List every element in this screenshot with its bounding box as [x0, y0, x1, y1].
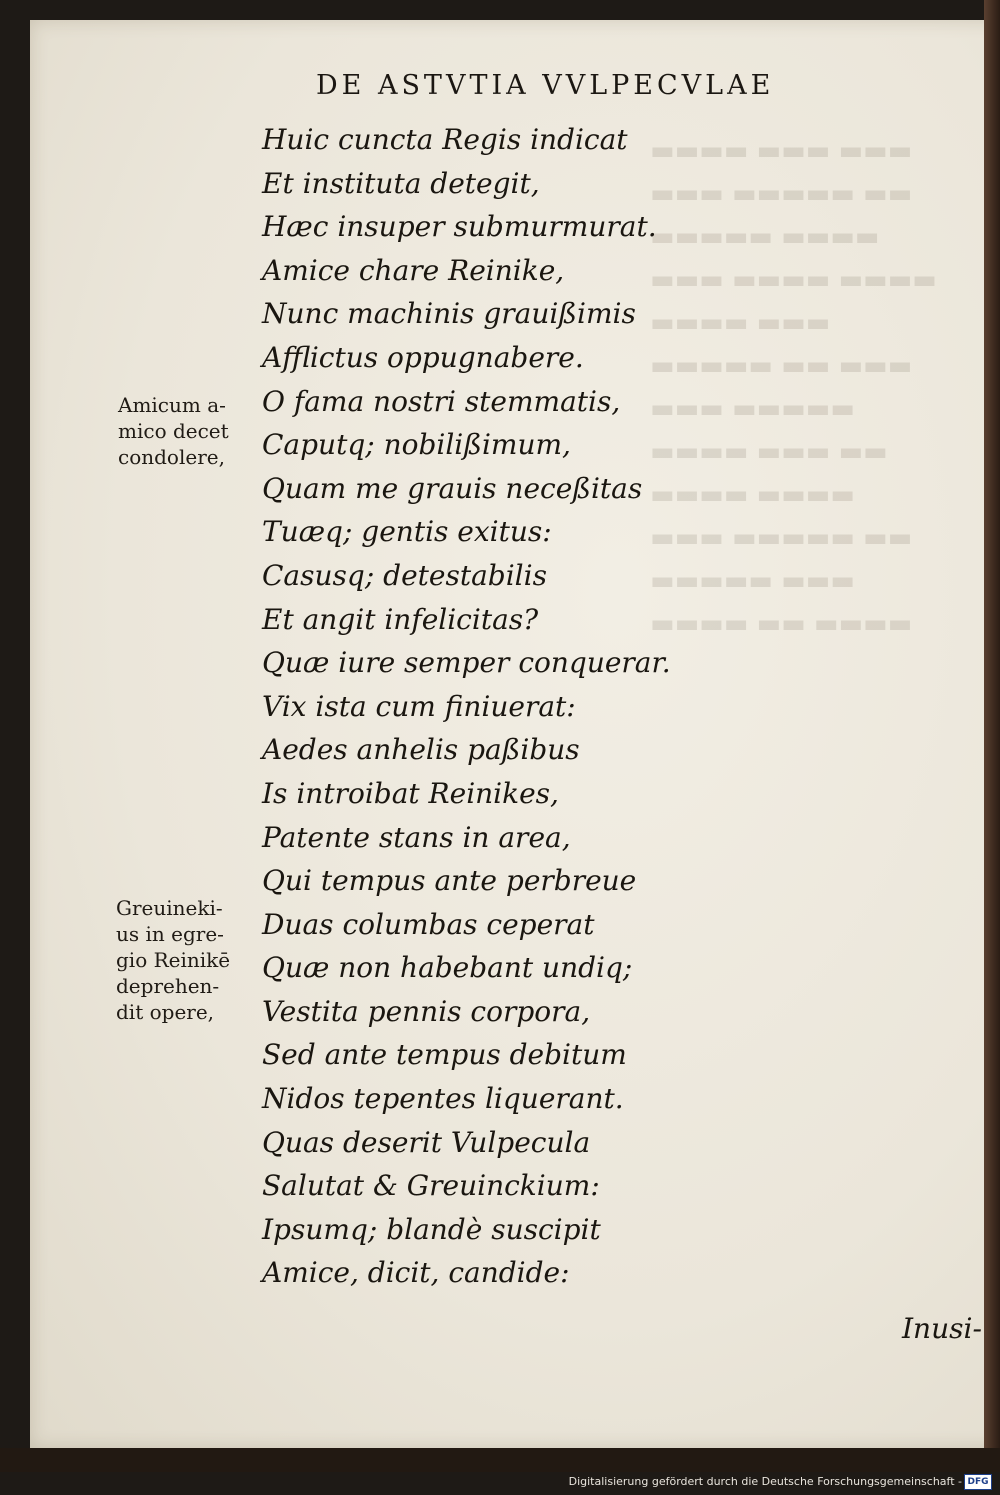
- verse-line: O fama nostri stemmatis,: [262, 384, 621, 418]
- marginal-note: [116, 895, 230, 1025]
- verse-line: Patente stans in area,: [262, 820, 571, 854]
- verse-line: Quam me grauis neceßitas: [262, 471, 643, 505]
- verse-line: Et instituta detegit,: [262, 166, 540, 200]
- verse-line: Tuæq; gentis exitus:: [262, 515, 552, 549]
- marginal-note-line: deprehen-: [116, 974, 220, 998]
- marginal-note-line: gio Reinikē: [116, 948, 231, 972]
- bleed-through-text: ▬▬▬▬ ▬▬▬ ▬▬▬ ▬▬▬ ▬▬▬▬▬ ▬▬ ▬▬▬▬▬ ▬▬▬▬ ▬▬▬ ▬▬▬▬ ▬▬▬▬ ▬▬▬▬ ▬▬▬ ▬▬▬▬▬ ▬▬ ▬▬▬ ▬▬▬ ▬▬▬▬▬ ▬▬▬▬ ▬▬▬ ▬▬ ▬▬▬▬ ▬▬▬▬ ▬▬▬ ▬▬▬▬▬ ▬▬ ▬▬▬▬▬ ▬▬▬ ▬▬▬▬ ▬▬ ▬▬▬▬: [650, 136, 937, 639]
- verse-line: Hæc insuper submurmurat.: [262, 210, 657, 244]
- verse-line: Salutat & Greuinckium:: [262, 1169, 600, 1203]
- scan-bottom-border: [0, 1448, 1000, 1472]
- digitization-credit: Digitalisierung gefördert durch die Deutsche Forschungsgemeinschaft -: [568, 1475, 962, 1488]
- verse-line: Huic cuncta Regis indicat: [262, 123, 628, 156]
- page-gutter-edge: [984, 0, 1000, 1460]
- verse-line: Vix ista cum finiuerat:: [262, 689, 576, 723]
- verse-line: Quæ iure semper conquerar.: [262, 646, 671, 680]
- verse-line: Caputq; nobilißimum,: [262, 428, 571, 462]
- verse-line: Sed ante tempus debitum: [262, 1038, 627, 1072]
- verse-line: Amice, dicit, candide:: [262, 1256, 570, 1290]
- catchword: Inusi-: [902, 1312, 982, 1345]
- verse-list: [262, 118, 682, 1295]
- verse-line: Ipsumq; blandè suscipit: [262, 1212, 601, 1246]
- verse-line: Is introibat Reinikes,: [262, 776, 559, 810]
- marginal-note-line: dit opere,: [116, 1000, 215, 1024]
- marginal-note-line: condolere,: [118, 445, 225, 469]
- verse-line: Aedes anhelis paßibus: [262, 733, 580, 767]
- verse-line: Nunc machinis grauißimis: [262, 297, 636, 331]
- marginal-note-line: Greuineki-: [116, 896, 223, 920]
- verse-line: Duas columbas ceperat: [262, 907, 595, 941]
- dfg-logo: DFG: [964, 1474, 992, 1490]
- verse-line: Qui tempus ante perbreue: [262, 864, 637, 898]
- marginal-note-line: mico decet: [118, 419, 229, 443]
- verse-line: Amice chare Reinike,: [262, 253, 565, 287]
- marginal-note-line: us in egre-: [116, 922, 224, 946]
- verse-line: Vestita pennis corpora,: [262, 994, 591, 1028]
- verse-line: Quas deserit Vulpecula: [262, 1125, 591, 1159]
- marginal-note-line: Amicum a-: [118, 393, 226, 417]
- verse-line: Quæ non habebant undiq;: [262, 951, 633, 985]
- verse-line: Et angit infelicitas?: [262, 602, 539, 636]
- verse-line: Nidos tepentes liquerant.: [262, 1082, 624, 1116]
- marginal-note: [118, 392, 229, 470]
- running-head: DE ASTVTIA VVLPECVLAE: [316, 70, 775, 101]
- verse-line: Casusq; detestabilis: [262, 558, 547, 592]
- verse-line: Afflictus oppugnabere.: [262, 340, 584, 374]
